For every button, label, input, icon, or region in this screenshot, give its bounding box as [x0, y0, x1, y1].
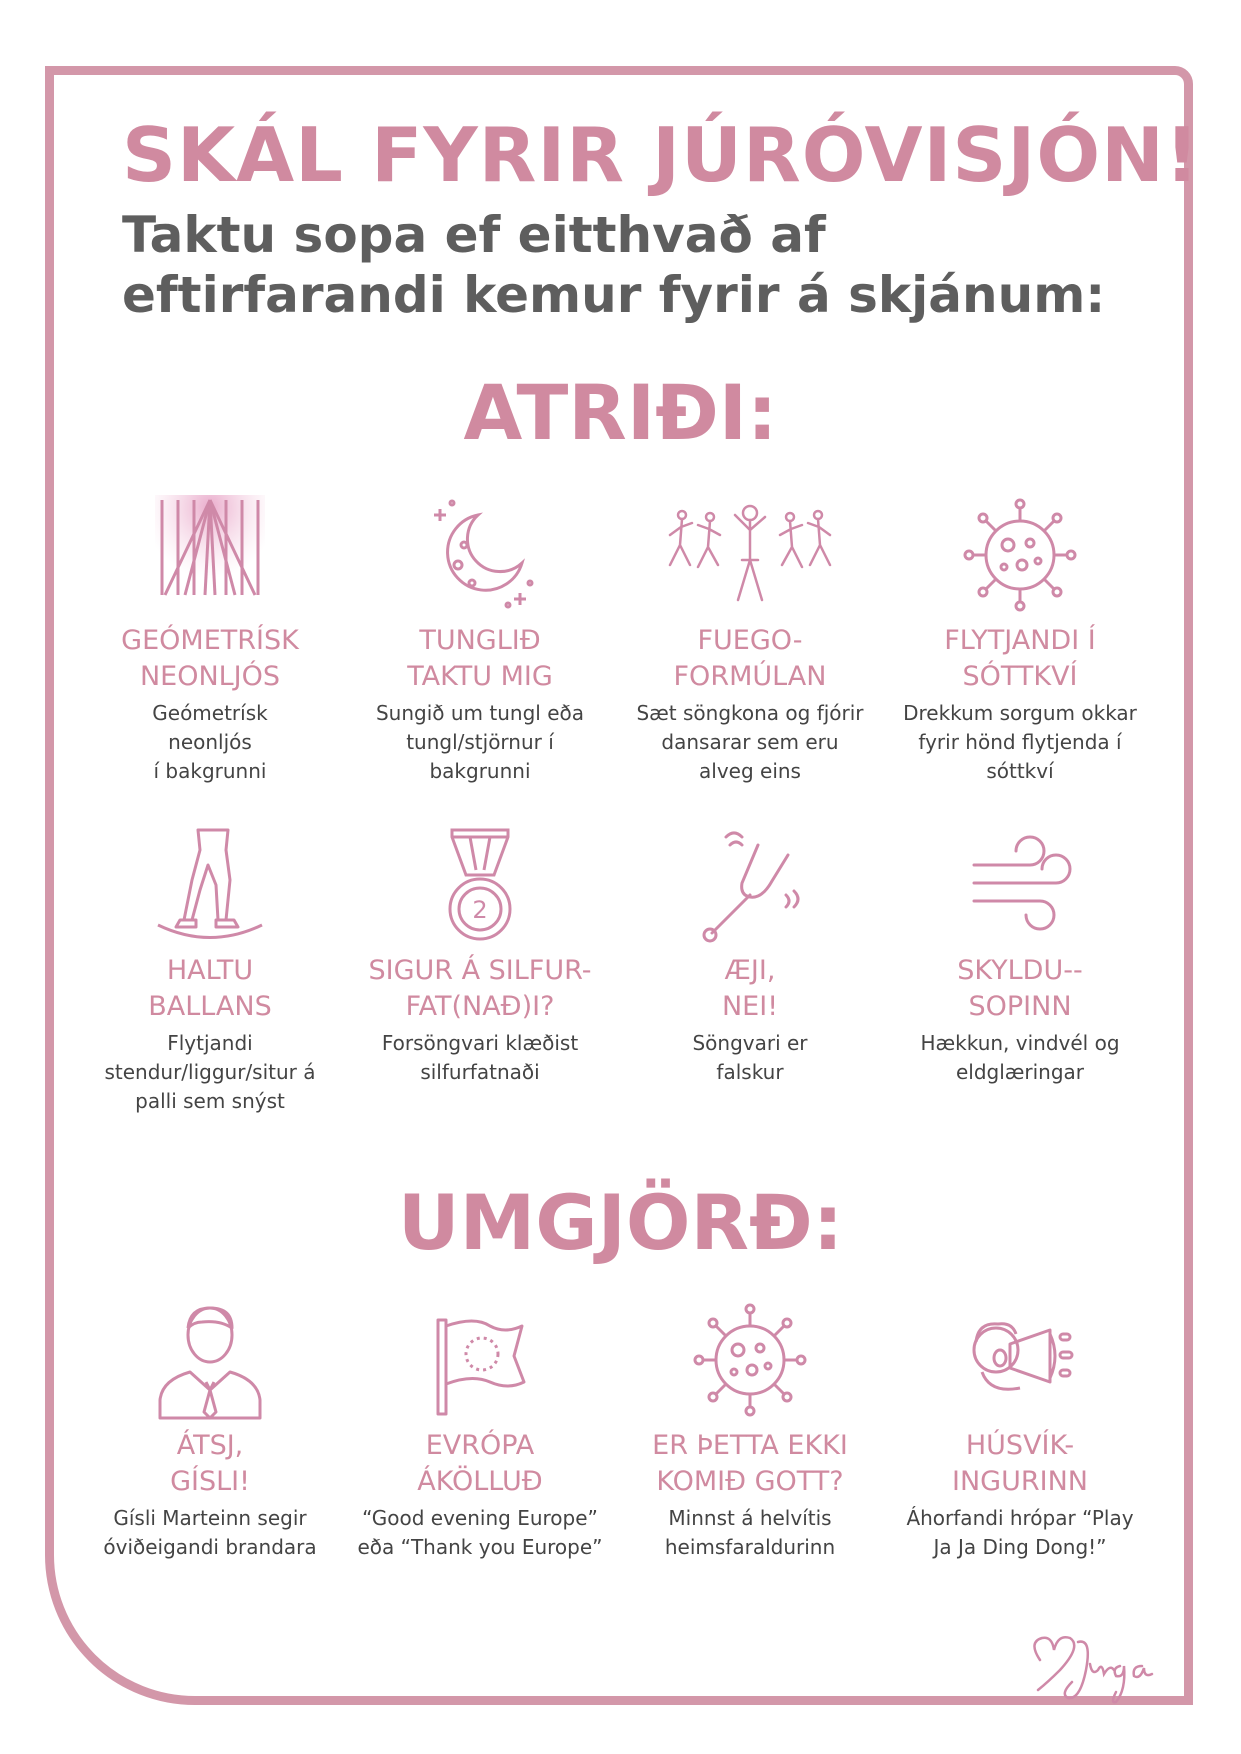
presenter-icon: [150, 1300, 270, 1420]
item-title: SKYLDU-- SOPINN: [957, 955, 1083, 1022]
item-description: Söngvari er falskur: [692, 1031, 808, 1084]
dancers-icon: [660, 495, 840, 615]
item-description: “Good evening Europe” eða “Thank you Europe”: [357, 1506, 603, 1559]
item-europe: [345, 1300, 615, 1562]
silver-medal-icon: [420, 825, 540, 945]
item-description: Flytjandi stendur/liggur/situr á palli sem snýst: [104, 1031, 316, 1113]
virus-icon: [690, 1300, 810, 1420]
neon-lights-icon: [150, 495, 270, 615]
section-title-umgjord: UMGJÖRÐ:: [397, 1178, 844, 1267]
moon-stars-icon: [420, 495, 540, 615]
item-off-key: [615, 825, 885, 1087]
item-title: SIGUR Á SILFUR- FAT(NAÐ)I?: [368, 955, 592, 1022]
tuning-fork-icon: [690, 825, 810, 945]
eu-flag-icon: [420, 1300, 540, 1420]
wind-icon: [960, 825, 1080, 945]
item-title: FLYTJANDI Í SÓTTKVÍ: [944, 625, 1096, 692]
item-title: HÚSVÍK- INGURINN: [952, 1430, 1088, 1497]
item-description: Geómetrísk neonljós í bakgrunni: [152, 701, 268, 783]
balance-legs-icon: [150, 825, 270, 945]
item-moon: [345, 495, 615, 786]
item-description: Hækkun, vindvél og eldglæringar: [920, 1031, 1120, 1084]
item-description: Sæt söngkona og fjórir dansarar sem eru alveg eins: [636, 701, 864, 783]
section-title-atridi: ATRIÐI:: [463, 368, 778, 457]
virus-icon: [960, 495, 1080, 615]
item-description: Sungið um tungl eða tungl/stjörnur í bakgrunni: [375, 701, 584, 783]
item-title: ÆJI, NEI!: [721, 955, 779, 1022]
item-balance: [75, 825, 345, 1116]
megaphone-shout-icon: [960, 1300, 1080, 1420]
item-description: Gísli Marteinn segir óviðeigandi brandara: [103, 1506, 317, 1559]
item-title: HALTU BALLANS: [148, 955, 272, 1022]
item-title: FUEGO- FORMÚLAN: [673, 625, 827, 692]
page-title: SKÁL FYRIR JÚRÓVISJÓN!: [122, 111, 1201, 199]
item-title: ER ÞETTA EKKI KOMIÐ GOTT?: [652, 1430, 848, 1497]
item-fuego: [615, 495, 885, 786]
svg-text:2: 2: [472, 896, 488, 924]
item-geometric-neon: [75, 495, 345, 786]
item-description: Minnst á helvítis heimsfaraldurinn: [664, 1506, 836, 1559]
item-mandatory-sip: [885, 825, 1155, 1087]
page-subtitle: Taktu sopa ef eitthvað af eftirfarandi kemur fyrir á skjánum:: [122, 206, 1106, 324]
item-pandemic: [615, 1300, 885, 1562]
item-husviking: [885, 1300, 1155, 1562]
item-title: TUNGLIÐ TAKTU MIG: [407, 625, 553, 692]
signature-logo: [1020, 1620, 1170, 1710]
item-title: ÁTSJ, GÍSLI!: [170, 1430, 250, 1497]
item-quarantine: [885, 495, 1155, 786]
item-title: GEÓMETRÍSK NEONLJÓS: [121, 625, 299, 692]
item-description: Drekkum sorgum okkar fyrir hönd flytjenda í sóttkví: [903, 701, 1137, 783]
item-description: Forsöngvari klæðist silfurfatnaði: [381, 1031, 579, 1084]
item-description: Áhorfandi hrópar “Play Ja Ja Ding Dong!”: [906, 1506, 1134, 1559]
item-silver: [345, 825, 615, 1087]
item-gisli: [75, 1300, 345, 1562]
item-title: EVRÓPA ÁKÖLLUÐ: [417, 1430, 543, 1497]
